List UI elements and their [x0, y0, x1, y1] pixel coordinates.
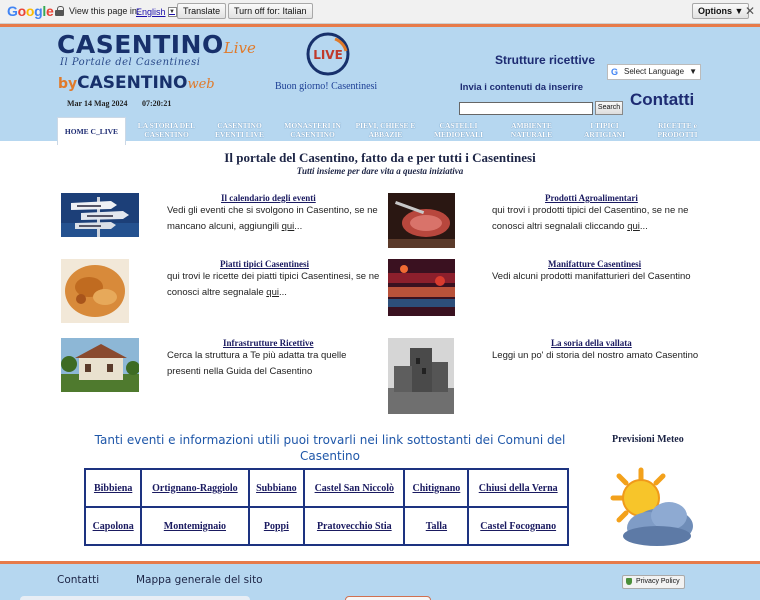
footer-contatti-link[interactable]: Contatti: [57, 574, 100, 586]
block-title[interactable]: Infrastrutture Ricettive: [223, 338, 314, 348]
language-select[interactable]: [136, 5, 177, 19]
block-calendario: [61, 193, 381, 265]
block-title[interactable]: Piatti tipici Casentinesi: [220, 259, 309, 269]
block-title[interactable]: Prodotti Agroalimentari: [545, 193, 638, 203]
contatti-link[interactable]: Contatti: [630, 90, 695, 109]
comune-cell[interactable]: Ortignano-Raggiolo: [141, 469, 248, 507]
tagline: Il Portale del Casentinesi: [60, 57, 201, 68]
castle-image[interactable]: [388, 338, 454, 414]
view-page-label: View this page in:: [69, 6, 140, 16]
table-row: [85, 507, 568, 545]
site-footer: [0, 561, 760, 600]
block-storia: [388, 338, 718, 410]
house-image[interactable]: [61, 338, 139, 392]
block-text: Cerca la struttura a Te più adatta tra quelle presenti nella Guida del Casentino: [167, 350, 347, 377]
options-button[interactable]: Options ▼: [692, 3, 749, 19]
strutture-ricettive-link[interactable]: Strutture ricettive: [495, 53, 596, 67]
fabric-image[interactable]: [388, 259, 455, 316]
sun-cloud-icon[interactable]: [605, 466, 697, 554]
privacy-policy-button[interactable]: Privacy Policy: [622, 575, 685, 589]
greeting-text: Buon giorno! Casentinesi: [275, 81, 378, 92]
comune-cell[interactable]: Subbiano: [249, 469, 305, 507]
casentino-live-logo[interactable]: CASENTINOLive: [57, 30, 256, 59]
lock-icon: [55, 6, 64, 17]
current-date: Mar 14 Mag 2024: [67, 99, 128, 108]
nav-item-ambiente[interactable]: AMBIENTE NATURALE: [510, 121, 553, 139]
comune-cell[interactable]: Capolona: [85, 507, 141, 545]
live-badge-text: LIVE: [313, 48, 343, 62]
casentino-web-logo[interactable]: byCASENTINOweb: [58, 73, 215, 93]
search-button[interactable]: Search: [595, 101, 623, 115]
comuni-table: [84, 468, 569, 546]
invia-contenuti-link[interactable]: Invia i contenuti da inserire: [460, 82, 584, 93]
comuni-heading: Tanti eventi e informazioni utili puoi trovarli nei link sottostanti dei Comuni del Casentino: [94, 433, 566, 463]
comune-cell[interactable]: Pratovecchio Stia: [304, 507, 404, 545]
nav-item-castelli[interactable]: CASTELLI MEDIOEVALI: [433, 121, 484, 139]
nav-item-storia[interactable]: LA STORIA DEL CASENTINO: [137, 121, 196, 139]
nav-item-monasteri[interactable]: MONASTERI IN CASENTINO: [284, 121, 341, 139]
nav-item-home[interactable]: HOME C_LIVE: [57, 117, 126, 145]
block-manifatture: [388, 259, 718, 331]
nav-item-eventi[interactable]: CASENTINO EVENTI LIVE: [215, 121, 264, 139]
search-input[interactable]: [459, 102, 593, 115]
comune-cell[interactable]: Castel Focognano: [468, 507, 568, 545]
google-g-icon: G: [611, 67, 619, 77]
prosciutto-image[interactable]: [388, 193, 455, 248]
site-header: [0, 24, 760, 141]
comune-cell[interactable]: Talla: [404, 507, 468, 545]
page-title: Il portale del Casentino, fatto da e per tutti i Casentinesi: [224, 150, 536, 165]
signpost-image[interactable]: [61, 193, 139, 237]
block-text: Vedi gli eventi che si svolgono in Casentino, se ne mancano alcuni, aggiungili qui...: [167, 205, 378, 232]
comune-cell[interactable]: Castel San Niccolò: [304, 469, 404, 507]
block-text: Vedi alcuni prodotti manifatturieri del Casentino: [492, 271, 691, 282]
meteo-title: Previsioni Meteo: [612, 434, 684, 445]
qui-link[interactable]: qui: [266, 287, 279, 298]
main-nav: [57, 117, 714, 145]
language-value: English: [136, 7, 166, 17]
dropdown-arrow-icon: ▼: [689, 67, 697, 76]
translate-button[interactable]: Translate: [177, 3, 226, 19]
footer-partial-button[interactable]: [345, 596, 431, 600]
page-subtitle: Tutti insieme per dare vita a questa iniziativa: [296, 166, 464, 176]
block-infrastrutture: [61, 338, 381, 410]
block-text: qui trovi i prodotti tipici del Casentino, se ne ne conosci altri segnalali cliccando qui...: [492, 205, 689, 232]
select-language-dropdown[interactable]: G Select Language ▼: [607, 64, 701, 80]
current-time: 07:20:21: [142, 99, 172, 108]
live-circle-logo[interactable]: [305, 31, 351, 77]
google-logo[interactable]: Google: [7, 3, 54, 19]
turn-off-button[interactable]: Turn off for: Italian: [228, 3, 313, 19]
comune-cell[interactable]: Montemignaio: [141, 507, 248, 545]
block-title[interactable]: La soria della vallata: [551, 338, 632, 348]
block-piatti: [61, 259, 381, 331]
nav-item-ricette[interactable]: RICETTE e PRODOTTI: [657, 121, 698, 139]
footer-partial-element: [20, 596, 250, 600]
qui-link[interactable]: qui: [627, 221, 640, 232]
comune-cell[interactable]: Chitignano: [404, 469, 468, 507]
comune-cell[interactable]: Bibbiena: [85, 469, 141, 507]
google-translate-bar: [0, 0, 760, 24]
comune-cell[interactable]: Poppi: [249, 507, 305, 545]
footer-mappa-link[interactable]: Mappa generale del sito: [136, 574, 263, 586]
block-title[interactable]: Manifatture Casentinesi: [548, 259, 642, 269]
table-row: [85, 469, 568, 507]
nav-item-pievi[interactable]: PIEVI, CHIESE E ABBAZIE: [355, 121, 416, 139]
food-dish-image[interactable]: [61, 259, 129, 323]
block-prodotti: [388, 193, 718, 265]
close-icon[interactable]: ✕: [745, 4, 756, 18]
block-title[interactable]: Il calendario degli eventi: [221, 193, 316, 203]
block-text: qui trovi le ricette dei piatti tipici Casentinesi, se ne conosci altre segnalale qui...: [167, 271, 380, 298]
qui-link[interactable]: qui: [281, 221, 295, 232]
comune-cell[interactable]: Chiusi della Verna: [468, 469, 568, 507]
block-text: Leggi un po' di storia del nostro amato Casentino: [492, 350, 699, 361]
chevron-down-icon: ▼: [169, 9, 175, 15]
nav-item-artigiani[interactable]: I TIPICI ARTIGIANI: [584, 121, 625, 139]
